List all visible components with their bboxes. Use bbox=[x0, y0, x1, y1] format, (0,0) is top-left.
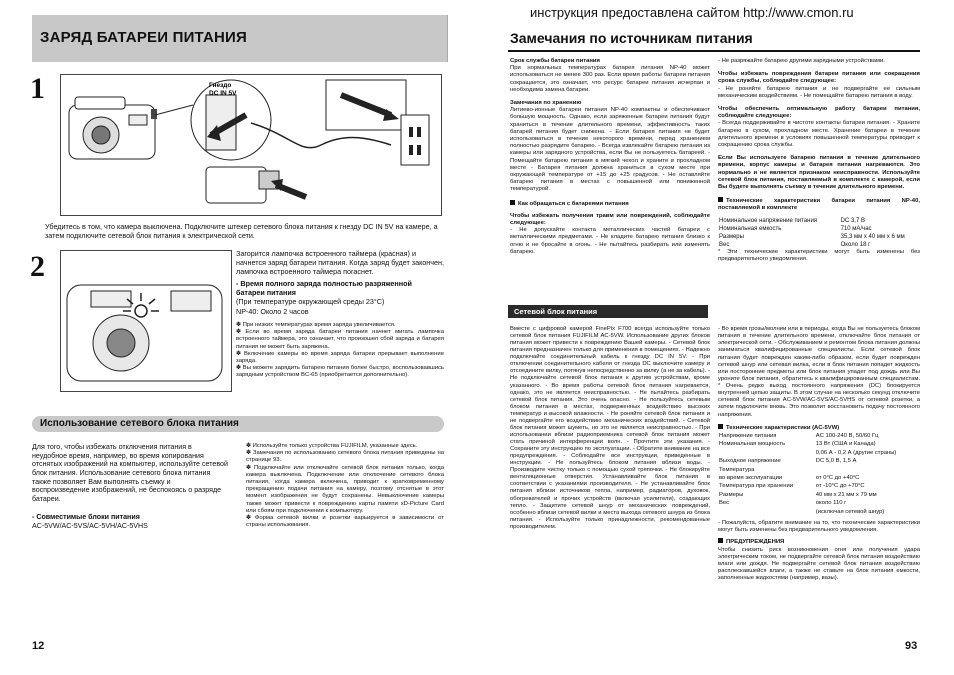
section-text: - Всегда поддерживайте в чистоте контакты батареи питания. - Храните батарею в сухом, прохладном месте. Хранение батареи в течение длительного времени в условиях повышенной температуры приводит к сокращению срока службы. bbox=[718, 120, 920, 149]
table-row: Вес Около 18 г bbox=[719, 241, 871, 248]
note: ✽ При низких температурах время заряда увеличивается. bbox=[236, 322, 396, 328]
adapter-section-bar bbox=[32, 416, 444, 432]
notes-column-2 bbox=[718, 58, 920, 263]
step2-illustration bbox=[60, 250, 232, 392]
table-row: Размеры 40 мм х 21 мм х 79 мм bbox=[719, 491, 877, 498]
step2-notes bbox=[236, 322, 444, 380]
table-row: Температура bbox=[719, 466, 755, 473]
section-heading: Чтобы обеспечить оптимальную работу батареи питания, соблюдайте следующее: bbox=[718, 106, 920, 120]
section-heading: Чтобы избежать получения травм или повреждений, соблюдайте следующее: bbox=[510, 212, 710, 227]
section-heading: Замечания по хранению bbox=[510, 100, 582, 107]
adapter-notes-col1: Вместе с цифровой камерой FinePix F700 всегда используйте только сетевой блок питания FUJIFILM AC-5VW. Использование других блоков питания может привести к повреждению Вашей камеры. - Сетевой блок питания предназначен только для применения в помещениях. - Надежно подключайте соединительный кабель к гнезду DC IN 5V. - При отключении соединительного кабеля от гнезда DC выключите камеру и отсоедините вилку, потянув непосредственно за вилку (а не за кабель). - Не подключайте сетевой блок питания к другим устройствам, кроме указанного. - Во время работы сетевой блок питания нагревается, однако, это не является неисправностью. - Не пытайтесь разбирать сетевой блок питания. Это очень опасно. - Не пользуйтесь сетевым блоком питания в местах, подверженных воздействию высоких температур и высокой влажности. - Не роняйте сетевой блок питания и не подвергайте его воздействию механических воздействий. - Сетевой блок питания может шуметь, но это не является неисправностью. - При использовании вблизи радиоприемника сетевой блок питания может стать причиной интерференции волн. - Прочтите эти указания. - Сохраните эту инструкцию по эксплуатации. - Обратите внимание на все предупреждения. - Соблюдайте все инструкции, приведенные в инструкции. - Не пользуйтесь блоком питания вблизи воды. - Производите чистку только с помощью сухой тряпочки. - Не блокируйте вентиляционные отверстия. Устанавливайте блок питания в соответствии с указаниями производителя. - Не устанавливайте блок питания вблизи источников тепла, например, радиаторов, духовок, обогревателей и прочих устройств (включая усилители), создающих тепло. - Защитите сетевой шнур от механических повреждений, особенно вблизи сетевой вилки и места выхода сетевого шнура из блока питания. - Используйте только принадлежности, рекомендованные производителем. bbox=[510, 326, 710, 530]
step2-text: Загорится лампочка встроенного таймера (красная) и начнется заряд батареи питания. Когда заряд будет закончен, лампочка встроенного таймера погаснет. bbox=[236, 249, 444, 276]
site-banner: инструкция предоставлена сайтом http://www.cmon.ru bbox=[530, 5, 854, 20]
compatible-adapters-heading: - Совместимые блоки питания bbox=[32, 513, 140, 521]
table-row: Вес около 110 г bbox=[719, 500, 847, 507]
note: ✽ Если во время заряда батареи питания начнет мигать лампочка встроенного таймера, это означает, что произошел сбой заряда и батарея питания не может быть заряжена. bbox=[236, 329, 444, 350]
camera-charging-drawing bbox=[61, 75, 441, 215]
square-bullet-icon bbox=[718, 424, 723, 429]
table-row: Температура при хранении от -10°С до +70°С bbox=[719, 483, 865, 490]
section-heading: Срок службы батареи питания bbox=[510, 58, 600, 64]
note: ✽ Подключайте или отключайте сетевой блок питания только, когда камера выключена. Подключение или отключение сетевого блока питания, когда камера включена, приводит к кратковременному прекращению подачи питания на камеру, поэтому отснятые в этот момент изображения не будут сохранены. Невыключение камеры также может привести к повреждению карты памяти xD-Picture Card или сбоям при подключении к компьютеру. bbox=[246, 464, 444, 514]
step1-caption: Убедитесь в том, что камера выключена. Подключите штекер сетевого блока питания к гнезду DC IN 5V на камере, а затем подключите сетевой блок питания к электрической сети. bbox=[45, 222, 438, 240]
table-row: 0,06 А - 0,2 А (другие страны) bbox=[815, 449, 897, 456]
adapter-section-title: Использование сетевого блока питания bbox=[40, 418, 239, 429]
table-row: Напряжение питания AC 100-240 В, 50/60 Гц bbox=[719, 432, 879, 439]
section-heading: Как обращаться с батареями питания bbox=[510, 200, 710, 208]
table-row: во время эксплуатации от 0°С до +40°С bbox=[719, 474, 860, 481]
table-row: Номинальная мощность 13 Вт (США и Канада) bbox=[719, 441, 876, 448]
warning-paragraph: Если Вы используете батарею питания в течение длительного времени, корпус камеры и батарея питания нагреваются. Это нормально и не является признаком неисправности. Используйте сетевой блок питания, поставляемый в комплекте с камерой, если Вы будете выполнять съемку в течение длительного времени. bbox=[718, 155, 920, 191]
table-row: Номинальное напряжение питания DC 3,7 В bbox=[719, 217, 865, 224]
adapter-specs-table bbox=[718, 432, 920, 516]
adapter-bar-title: Сетевой блок питания bbox=[514, 307, 598, 316]
section-heading: Технические характеристики батареи питания NP-40, поставляемой в комплекте bbox=[718, 198, 920, 212]
adapter-section-body: Для того, чтобы избежать отключения питания в неудобное время, например, во время копирования отснятых изображений на компьютер, используйте сетевой блок питания. Использование сетевого блока питания также позволяет Вам выполнять съемку и воспроизведение изображений, не беспокоясь о разряде батареи. bbox=[32, 443, 228, 503]
specs-note: * Эти технические характеристики могут быть изменены без предварительного уведомления. bbox=[718, 248, 920, 262]
adapter-notes bbox=[246, 443, 444, 529]
notes-column-1 bbox=[510, 58, 710, 256]
step1-number: 1 bbox=[30, 72, 45, 105]
page-number-right: 93 bbox=[905, 640, 918, 652]
note: ✽ Вы можете зарядить батарею питания более быстро, воспользовавшись зарядным устройством BC-65 (приобретается дополнительно). bbox=[236, 365, 444, 379]
adapter-notes-col2 bbox=[718, 326, 920, 582]
section-text: При нормальных температурах батарея питания NP-40 может использоваться не менее 300 раз. Если время работы батареи питания сокращается, это означает, что ресурс батареи питания исчерпан и необходима замена батареи. bbox=[510, 65, 710, 93]
charge-time-note: (При температуре окружающей среды 23°С) bbox=[236, 297, 385, 306]
warning-heading: ПРЕДУПРЕЖДЕНИЯ bbox=[718, 538, 920, 546]
table-row: Размеры 35,3 мм х 40 мм х 6 мм bbox=[719, 233, 905, 240]
note: ✽ Форма сетевой вилки и розетки варьируется в зависимости от страны использования. bbox=[246, 515, 444, 529]
adapter-bar bbox=[508, 305, 708, 318]
section-text: - Не разряжайте батарею другими зарядными устройствами. bbox=[718, 58, 885, 64]
section-text: - Во время грозы/молнии или в периоды, когда Вы не пользуетесь блоком питания в течение длительного времени, отключайте блок питания от электрической сети. - Обслуживанием и ремонтом блока питания должны заниматься квалифицированные специалисты. Если сетевой блок питания будет поврежден каким-либо образом, если будет поврежден сетевой шнур или сетевая вилка, если в блок питания попадет жидкость или посторонние предметы или блок питания упадет под дождь или Вы уроните блок питания, обратитесь к квалифицированным специалистам. * Очень редко выход постоянного напряжения (DC) блокируется внутренней цепью защиты. В этом случае на несколько секунд отключите сетевой блок питания AC-5VW/AC-5VS/AC-5VHS от сетевой розетки, а затем подключите вновь. Это позволит восстановить подачу постоянного напряжения. bbox=[718, 326, 920, 418]
note: ✽ Замечания по использованию сетевого блока питания приведены на странице 93. bbox=[246, 450, 444, 464]
section-heading: Технические характеристики (AC-5VW) bbox=[718, 424, 920, 432]
square-bullet-icon bbox=[510, 200, 515, 205]
square-bullet-icon bbox=[718, 197, 723, 202]
step2-number: 2 bbox=[30, 250, 45, 283]
charge-time-heading: - Время полного заряда полностью разряженной батареи питания bbox=[236, 279, 412, 297]
section-text: - Не роняйте батарею питания и не подвергайте ее сильным механическим воздействиям. - Не помещайте батарею питания в воду. bbox=[718, 85, 920, 99]
title-underline bbox=[508, 50, 920, 52]
note: ✽ Включение камеры во время заряда батареи прерывает выполнение заряда. bbox=[236, 350, 444, 365]
step1-illustration bbox=[60, 74, 442, 216]
table-row: Номинальная емкость 710 мА/час bbox=[719, 225, 872, 232]
square-bullet-icon bbox=[718, 538, 723, 543]
charge-time-value: NP-40: Около 2 часов bbox=[236, 307, 309, 316]
section-text: - Не допускайте контакта металлических частей батареи с металлическими предметами. - Не кладите батарею питания близко к огню и не бросайте в огонь. - Не пытайтесь разбирать или изменять батарею. bbox=[510, 227, 710, 255]
table-row: (исключая сетевой шнур) bbox=[815, 508, 885, 515]
note: ✽ Используйте только устройства FUJIFILM, указанные здесь. bbox=[246, 443, 418, 449]
left-title-bar bbox=[32, 15, 448, 62]
socket-label: Гнездо bbox=[209, 82, 232, 89]
section-heading: Чтобы избежать повреждения батареи питания или сокращения срока службы, соблюдайте следующее: bbox=[718, 71, 920, 85]
page-title-left: ЗАРЯД БАТАРЕИ ПИТАНИЯ bbox=[40, 29, 248, 46]
ac-note: - Пожалуйста, обратите внимание на то, что технические характеристики могут быть изменены без предварительного уведомления. bbox=[718, 520, 920, 534]
battery-specs-table bbox=[718, 217, 920, 249]
section-text: Литиево-ионные батареи питания NP-40 компактны и обеспечивают большую мощность. Однако, если заряженные батареи питания будут храниться в течение длительного времени, эффективность таких батарей питания будет снижена. - Если батарея питания не будет использоваться в течение некоторого времени, перед хранением полностью разрядите батарею. - Всегда извлекайте батарею питания из камеры или зарядного устройства, если Вы не пользуетесь батареей. - Помещайте батарею питания в мягкий чехол и храните в прохладном месте - Батарея питания должна храниться в сухом месте при окружающей температуре от +15 до +25 градусов. - Не оставляйте батарею питания в местах с повышенной или пониженной температурой. bbox=[510, 107, 710, 193]
page-number-left: 12 bbox=[32, 640, 45, 652]
table-row: Выходное напряжение DC 5,0 В, 1,5 А bbox=[719, 458, 857, 465]
compatible-adapters-value: AC-5VW/AC-5VS/AC-5VH/AC-5VHS bbox=[32, 522, 148, 530]
warning-text: Чтобы снизить риск возникновения огня или получения удара электрическим током, не подвергайте сетевой блок питания воздействию влаги или дождя. Не подвергайте сетевой блок питания воздействию расплескавшейся влаги, а также не ставьте на блок питания емкости, заполненные жидкостями (например, вазы). bbox=[718, 546, 920, 581]
self-timer-lamp-drawing bbox=[61, 251, 231, 391]
svg-text:DC IN 5V: DC IN 5V bbox=[209, 90, 237, 97]
page-title-right: Замечания по источникам питания bbox=[510, 30, 753, 46]
